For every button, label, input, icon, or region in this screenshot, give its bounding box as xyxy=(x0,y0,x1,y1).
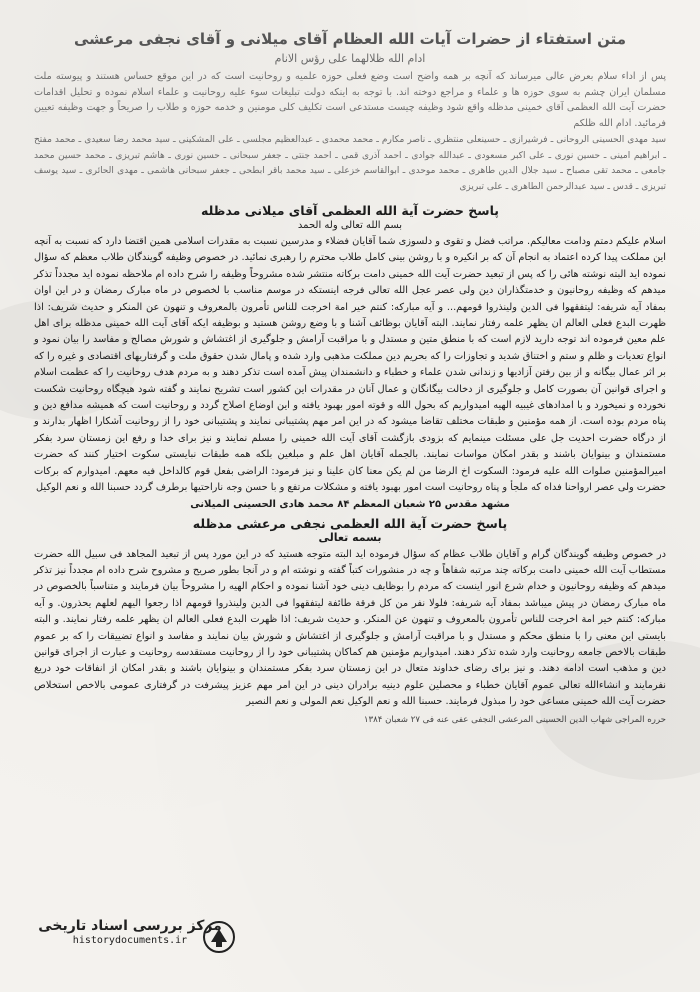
reply2-basmala: بسمه تعالی xyxy=(318,530,382,544)
reply1-basmala: بسم الله تعالی وله الحمد xyxy=(297,220,403,231)
reply1-signature: مشهد مقدس ۲۵ شعبان المعظم ۸۴ محمد هادی الحسینی المیلانی xyxy=(190,498,510,510)
reply2-body: در خصوص وظیفه گویندگان گرام و آقایان طلاب عظام که سؤال فرموده اید البته متوجه هستید که در این مورد پس از تبعید المجاهد فی سبیل الله حضرت مستطاب آیت الله خمینی دامت برکاته چند مرتبه شفاهاً و چه در منشورات کتباً گفته و نوشته ام و در آنجا بطور صریح و مشروح شرح داده ام مجدداً نیز تذکر میدهم که وظیفه روحانیون و خدام شرع انور اینست که مردم را بوظایف دینی خود آشنا نموده و احکام الهیه را مشروحاً بیان فرمایند و متناسباً بالخصوص در ماه مبارک رمضان در پیش میباشد بمفاد آیه شریفه: فلولا نفر من کل فرقة طائفة لیتفقهوا فی الدین ولینذروا قومهم اذا رجعوا الیهم لعلهم یحذرون. و آیه مبارکه: کنتم خیر امة اخرجت للناس تأمرون بالمعروف و تنهون عن المنکر. و حدیث شریف: اذا ظهرت البدع فعلی العالم ان یظهر علمه رفتار نمایند. و البته بایستی این معنی را با منطق محکم و مستدل و با مراقبت آرامش و جلوگیری از اغتشاش و شورش بیان نمایند و مفاسد و انواع تضییقات را که بر عموم طبقات بالاخص جامعه روحانیت وارد شده تذکر دهند. امیدواریم مؤمنین هم کماکان پشتیبانی خود را از روحانیت مستقدسه روحانیت و عبارت از اجرای قوانین دین و مذهب است ادامه دهند. و نیز برای رضای خداوند متعال در این زمستان سرد بفکر مستمندان و بینوایان باشند و بقدر امکان از انفاقات خود دریغ نفرمایند و انشاءالله تعالی عموم آقایان خطباء و محصلین علوم دینیه برادران دینی در این امر مهم عزیز پیشرفت در گرفتاری عمومی بالاخص استخلاص حضرت آیت الله خمینی مساعی خود را مبذول فرمایند. حسبنا الله و نعم الوکیل نعم المولی و نعم النصیر xyxy=(34,548,666,708)
inquiry-text: پس از اداء سلام بعرض عالی میرساند که آنچه بر همه واضح است وضع فعلی حوزه علمیه و روحانیت است که در این موقع حساس هستند و پیوسته ملت مسلمان ایران چشم به سوی حوزه ها و علماء و مراجع دوخته اند. با توجه به اینکه دولت تبلیغات سوء علیه روحانیت و علماء اسلام نموده و تحلیل اقدامات حضرت آیت الله العظمی آقای خمینی مدظله واقع شود وظیفه چیست مستدعی است تکلیف کلی مومنین و خدمه حوزه و طلاب را صریحاً و جهت وظیفه تعیین فرمائید. ادام الله ظلکم xyxy=(34,71,666,129)
document-subtitle: ادام الله ظلالهما علی رؤس الانام xyxy=(274,52,426,65)
reply1-title: پاسخ حضرت آیة الله العظمی آقای میلانی مدظله xyxy=(201,203,499,218)
document-title: متن استفتاء از حضرات آیات الله العظام آقای میلانی و آقای نجفی مرعشی xyxy=(73,30,626,48)
signers-list: سید مهدی الحسینی الروحانی ـ فرشیرازی ـ حسینعلی منتظری ـ ناصر مکارم ـ محمد محمدی ـ عبدالعظیم مجلسی ـ علی المشکینی ـ سید محمد رضا سعیدی ـ محمد مفتح ـ ابراهیم امینی ـ حسین نوری ـ علی اکبر مسعودی ـ عبدالله جوادی ـ احمد آذری قمی ـ احمد جنتی ـ جعفر سبحانی ـ حسین نوری ـ هاشم تبریزی ـ محمد حسین محمد جامعی ـ محمد تقی مصباح ـ سید جلال الدین طاهری ـ محمد موحدی ـ ابوالقاسم خزعلی ـ سید محمد باقر ابطحی ـ جعفر سبحانی هاشمی ـ مهدی الحائری ـ سید یوسف تبریزی ـ قدس ـ سید عبدالرحمن الطاهری ـ علی تبریزی xyxy=(34,135,666,192)
archive-logo-icon xyxy=(202,920,236,954)
watermark xyxy=(30,918,230,964)
watermark-text-fa: مرکز بررسی اسناد تاریخی xyxy=(38,918,222,934)
reply2-footer: حرره المراجی شهاب الدین الحسینی المرعشی النجفی عفی عنه فی ۲۷ شعبان ۱۳۸۴ xyxy=(363,714,666,725)
reply1-body: اسلام علیکم دمتم ودامت معالیکم. مراتب فضل و تقوی و دلسوزی شما آقایان فضلاء و مدرسین نسبت به مقدرات اسلامی همین اقتضا دارد که نسبت به آنچه این مملکت پیدا کرده اعتماد به انجام آن که بر انکیره و با روشن بینی کامل طلاب محترم را رهبری نمائید. در خصوص وظیفه گویندگان طلاب معظم که سؤال نموده اید البته نوشته هائی را که پس از تبعید حضرت آیت الله خمینی دامت برکاته منتشر شده مشروحاً وظیفه را شرح داده ام ملاحظه نموده اید مجدداً تذکر میدهم که وظیفه روحانیون و خدمتگذاران دین ولی عصر عجل الله تعالی فرجه اینستکه در موسم مناسب با لخصوص در ماه مبارک رمضان و در این اوان بمفاد آیه شریفه: لیتفقهوا فی الدین ولینذروا قومهم... و آیه مبارکه: کنتم خیر امة اخرجت للناس تأمرون بالمعروف و تنهون عن المنکر و حدیث شریف: اذا ظهرت البدع فعلی العالم ان یظهر علمه رفتار نمایند. البته آقایان بوظائف آشنا و با وضع روشن هستید و بوظیفه ایکه آقای آیت الله خمینی مدظله برای اهل علم معین فرموده اند توجه دارید لازم است که با منطق متین و مستدل و با مراقبت آرامش و جلوگیری از اغتشاش و شورش مصالح و مفاسد را بیان نمود و انواع تعدیات و ظلم و ستم و اختناق شدید و تجاوزات را که بحریم دین مملکت مذهبی وارد شده و پامال شدن حقوق ملت و گرفتاریهای اقتصادی و غیره را که بر اثر عمال بیگانه و از بین رفتن آزادیها و زندانی شدن علماء و خطباء و دانشمندان پیش آمده است تذکر دهند و به مردم هدف روحانیت را که عظمت اسلام و اجرای قوانین آن بصورت کامل و جلوگیری از دخالت بیگانگان و عمال آنان در مقدرات این کشور است تشریح نمایند و گفته شود هیچگاه روحانیت شکست نخورده و نمیخورد و با امدادهای غیبیه الهیه امیدواریم که بحول الله و قوته امور بهبود یافته و این اوضاع اصلاح گردد و روحانیت است که همیشه مدافع دین و پناه مردم بوده است. از همه مؤمنین و طبقات مختلف تقاضا میشود که در این امر مهم پشتیبانی نمایند و پشتیبانی خود را از روحانیت آشکارا اظهار بدارند و از درگاه حضرت احدیت جل علی مسئلت مینمایم که بزودی بازگشت آقای آیت الله خمینی را مسلم نمایند و نیز برای خدا و رفع این زمستان سرد بفکر مستمندان و بینوایان باشند و بقدر امکان مواسات نمایند. بالجمله آقایان اهل علم و مبلغین بلکه همه طبقات نبایستی سکوت اختیار کنند که حضرت امیرالمؤمنین صلوات الله علیه فرمود: السکوت اخ الرضا من لم یکن معنا کان علینا و نیز فرمود: الراضی بفعل قوم کالداخل فیه معهم. امیدوارم که برکات حضرت ولی عصر ارواحنا فداه که ملجأ و پناه روحانیت است امور بهبود یافته و مشکلات مرتفع و با حسن وجه ناراحتیها برطرف گردد حسبنا الله و نعم الوکیل xyxy=(34,236,666,494)
reply2-title: پاسخ حضرت آیة الله العظمی نجفی مرعشی مدظله xyxy=(192,515,508,531)
watermark-text-en: historydocuments.ir xyxy=(72,935,188,946)
